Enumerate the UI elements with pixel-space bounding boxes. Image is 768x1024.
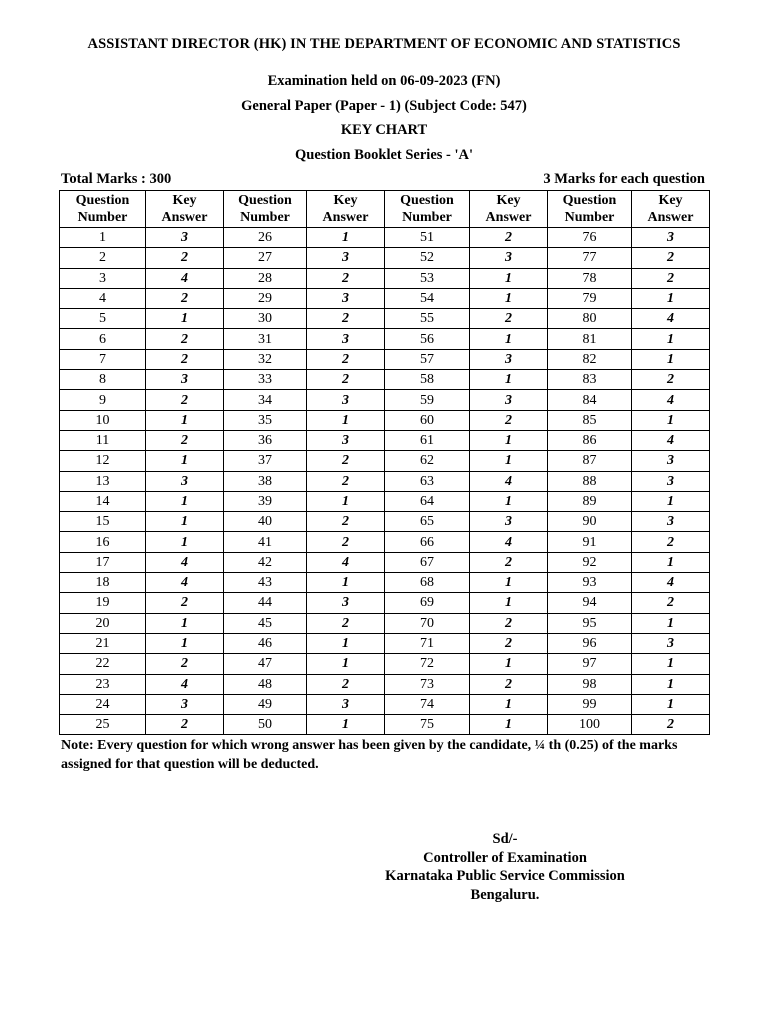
key-answer-cell: 1 [307,573,385,593]
table-header-row [60,191,710,228]
question-number-cell: 11 [60,430,146,450]
question-number-cell: 5 [60,309,146,329]
header-text: Question [562,193,617,208]
question-number-cell: 51 [385,228,470,248]
question-number-cell: 34 [224,390,307,410]
key-answer-cell: 4 [146,552,224,572]
question-number-cell: 89 [548,491,632,511]
key-answer-cell: 1 [632,349,710,369]
signature-place: Bengaluru. [470,886,540,903]
header-question-number [224,191,307,228]
question-number-cell: 24 [60,694,146,714]
header-text: Number [77,210,128,225]
key-answer-cell: 2 [146,329,224,349]
header-question-number [548,191,632,228]
signature-designation: Controller of Examination [423,849,587,866]
question-number-cell: 48 [224,674,307,694]
table-row [60,268,710,288]
key-answer-cell: 3 [632,512,710,532]
deduction-note: Note: Every question for which wrong answer has been given by the candidate, ¼ th (0.25) of the marks assigned for that question will be deducted. [61,738,678,772]
key-answer-cell: 1 [470,268,548,288]
question-number-cell: 94 [548,593,632,613]
question-number-cell: 99 [548,694,632,714]
question-number-cell: 27 [224,248,307,268]
key-answer-cell: 1 [470,491,548,511]
question-number-cell: 15 [60,512,146,532]
key-answer-cell: 1 [307,228,385,248]
question-number-cell: 67 [385,552,470,572]
header-key-answer [470,191,548,228]
booklet-series-line: Question Booklet Series - 'A' [294,147,474,163]
key-answer-cell: 1 [470,573,548,593]
signature-block [330,830,680,904]
key-answer-cell: 4 [146,268,224,288]
key-answer-cell: 1 [470,329,548,349]
question-number-cell: 38 [224,471,307,491]
key-answer-cell: 2 [307,674,385,694]
question-number-cell: 74 [385,694,470,714]
question-number-cell: 21 [60,633,146,653]
key-answer-cell: 2 [470,552,548,572]
header-question-number [60,191,146,228]
question-number-cell: 64 [385,491,470,511]
key-answer-cell: 3 [632,228,710,248]
key-answer-cell: 2 [632,268,710,288]
question-number-cell: 45 [224,613,307,633]
key-answer-cell: 1 [470,654,548,674]
question-number-cell: 63 [385,471,470,491]
question-number-cell: 65 [385,512,470,532]
key-answer-cell: 2 [470,228,548,248]
question-number-cell: 58 [385,370,470,390]
header-text: Number [402,210,452,225]
key-answer-cell: 2 [146,288,224,308]
key-answer-cell: 1 [307,491,385,511]
key-answer-cell: 2 [146,390,224,410]
table-row [60,552,710,572]
total-marks: Total Marks : 300 [61,171,172,187]
question-number-cell: 50 [224,715,307,735]
header-text: Answer [485,210,532,225]
table-row [60,613,710,633]
question-number-cell: 19 [60,593,146,613]
question-number-cell: 80 [548,309,632,329]
question-number-cell: 4 [60,288,146,308]
key-answer-cell: 3 [470,349,548,369]
question-number-cell: 96 [548,633,632,653]
question-number-cell: 83 [548,370,632,390]
key-answer-cell: 2 [307,451,385,471]
key-answer-cell: 4 [470,532,548,552]
key-answer-cell: 3 [307,329,385,349]
table-row [60,228,710,248]
signature-org: Karnataka Public Service Commission [385,868,625,884]
key-answer-cell: 3 [632,451,710,471]
table-row [60,512,710,532]
question-number-cell: 36 [224,430,307,450]
question-number-cell: 17 [60,552,146,572]
question-number-cell: 30 [224,309,307,329]
key-answer-cell: 2 [307,309,385,329]
key-answer-cell: 4 [470,471,548,491]
table-row [60,633,710,653]
question-number-cell: 23 [60,674,146,694]
table-row [60,654,710,674]
question-number-cell: 78 [548,268,632,288]
question-number-cell: 46 [224,633,307,653]
key-answer-cell: 2 [146,654,224,674]
key-answer-cell: 1 [470,715,548,735]
key-answer-cell: 1 [470,593,548,613]
key-answer-cell: 1 [146,491,224,511]
question-number-cell: 98 [548,674,632,694]
question-number-cell: 10 [60,410,146,430]
question-number-cell: 18 [60,573,146,593]
question-number-cell: 43 [224,573,307,593]
key-answer-cell: 1 [632,694,710,714]
header-key-answer [307,191,385,228]
marks-per-question: 3 Marks for each question [543,171,705,187]
question-number-cell: 39 [224,491,307,511]
key-answer-cell: 4 [632,573,710,593]
key-answer-cell: 2 [470,674,548,694]
header-text: Key [172,193,197,208]
key-answer-cell: 3 [146,471,224,491]
question-number-cell: 60 [385,410,470,430]
question-number-cell: 32 [224,349,307,369]
question-number-cell: 91 [548,532,632,552]
question-number-cell: 95 [548,613,632,633]
question-number-cell: 16 [60,532,146,552]
key-answer-cell: 2 [307,471,385,491]
key-answer-cell: 1 [146,633,224,653]
key-answer-cell: 2 [632,370,710,390]
question-number-cell: 14 [60,491,146,511]
question-number-cell: 52 [385,248,470,268]
key-answer-cell: 1 [307,633,385,653]
key-answer-table [59,190,710,735]
question-number-cell: 70 [385,613,470,633]
key-answer-cell: 3 [307,593,385,613]
paper-line: General Paper (Paper - 1) (Subject Code: 547) [241,98,527,114]
key-answer-cell: 2 [146,593,224,613]
question-number-cell: 42 [224,552,307,572]
table-row [60,370,710,390]
question-number-cell: 72 [385,654,470,674]
header-text: Key [658,193,683,208]
question-number-cell: 47 [224,654,307,674]
key-answer-cell: 2 [632,593,710,613]
question-number-cell: 77 [548,248,632,268]
question-number-cell: 40 [224,512,307,532]
key-answer-cell: 1 [632,329,710,349]
key-answer-cell: 3 [307,430,385,450]
key-answer-cell: 2 [146,715,224,735]
question-number-cell: 2 [60,248,146,268]
question-number-cell: 76 [548,228,632,248]
table-row [60,410,710,430]
key-answer-cell: 4 [307,552,385,572]
table-row [60,471,710,491]
question-number-cell: 12 [60,451,146,471]
question-number-cell: 55 [385,309,470,329]
header-text: Answer [161,210,208,225]
key-answer-cell: 1 [632,613,710,633]
table-row [60,329,710,349]
key-answer-cell: 3 [146,228,224,248]
header-text: Question [75,193,130,208]
question-number-cell: 25 [60,715,146,735]
key-answer-cell: 3 [470,512,548,532]
key-answer-cell: 2 [146,430,224,450]
header-key-answer [146,191,224,228]
question-number-cell: 20 [60,613,146,633]
key-answer-cell: 1 [632,491,710,511]
question-number-cell: 28 [224,268,307,288]
header-text: Question [238,193,292,208]
key-answer-cell: 1 [632,674,710,694]
header-text: Key [333,193,358,208]
question-number-cell: 13 [60,471,146,491]
question-number-cell: 56 [385,329,470,349]
key-answer-cell: 2 [146,248,224,268]
header-text: Key [496,193,521,208]
key-answer-cell: 2 [307,532,385,552]
header-text: Number [240,210,290,225]
question-number-cell: 44 [224,593,307,613]
table-row [60,309,710,329]
table-row [60,451,710,471]
table-row [60,573,710,593]
key-answer-cell: 1 [632,410,710,430]
table-row [60,491,710,511]
key-answer-cell: 1 [470,370,548,390]
key-answer-cell: 2 [470,410,548,430]
key-answer-cell: 3 [470,248,548,268]
question-number-cell: 29 [224,288,307,308]
question-number-cell: 59 [385,390,470,410]
key-answer-cell: 2 [470,613,548,633]
key-answer-cell: 2 [632,715,710,735]
table-row [60,248,710,268]
question-number-cell: 75 [385,715,470,735]
header-text: Answer [322,210,369,225]
key-answer-cell: 1 [632,288,710,308]
document-title: ASSISTANT DIRECTOR (HK) IN THE DEPARTMENT OF ECONOMIC AND STATISTICS [87,36,681,52]
question-number-cell: 6 [60,329,146,349]
header-text: Answer [647,210,694,225]
table-row [60,532,710,552]
key-answer-cell: 1 [470,430,548,450]
question-number-cell: 79 [548,288,632,308]
key-answer-cell: 1 [632,654,710,674]
key-answer-cell: 3 [632,471,710,491]
key-answer-cell: 3 [307,248,385,268]
question-number-cell: 26 [224,228,307,248]
key-answer-cell: 1 [307,654,385,674]
question-number-cell: 54 [385,288,470,308]
key-answer-cell: 1 [470,694,548,714]
key-answer-cell: 3 [307,390,385,410]
question-number-cell: 1 [60,228,146,248]
question-number-cell: 73 [385,674,470,694]
key-answer-cell: 2 [470,309,548,329]
header-text: Question [400,193,454,208]
key-answer-cell: 4 [632,430,710,450]
key-answer-cell: 1 [470,451,548,471]
key-chart-title: KEY CHART [340,122,428,138]
key-answer-cell: 2 [632,532,710,552]
question-number-cell: 37 [224,451,307,471]
key-answer-cell: 3 [307,694,385,714]
question-number-cell: 7 [60,349,146,369]
question-number-cell: 69 [385,593,470,613]
table-row [60,430,710,450]
question-number-cell: 71 [385,633,470,653]
question-number-cell: 85 [548,410,632,430]
question-number-cell: 61 [385,430,470,450]
question-number-cell: 33 [224,370,307,390]
table-row [60,715,710,735]
key-answer-cell: 1 [307,715,385,735]
key-answer-cell: 4 [146,674,224,694]
key-answer-cell: 2 [470,633,548,653]
question-number-cell: 93 [548,573,632,593]
question-number-cell: 88 [548,471,632,491]
question-number-cell: 9 [60,390,146,410]
question-number-cell: 35 [224,410,307,430]
key-answer-cell: 1 [146,613,224,633]
key-answer-cell: 1 [632,552,710,572]
question-number-cell: 97 [548,654,632,674]
key-answer-cell: 1 [146,532,224,552]
question-number-cell: 22 [60,654,146,674]
key-answer-cell: 3 [146,694,224,714]
question-number-cell: 3 [60,268,146,288]
key-answer-cell: 3 [470,390,548,410]
key-answer-cell: 1 [146,309,224,329]
key-answer-cell: 4 [146,573,224,593]
question-number-cell: 86 [548,430,632,450]
question-number-cell: 81 [548,329,632,349]
question-number-cell: 82 [548,349,632,369]
header-text: Number [564,210,615,225]
question-number-cell: 90 [548,512,632,532]
question-number-cell: 68 [385,573,470,593]
table-row [60,694,710,714]
question-number-cell: 87 [548,451,632,471]
key-answer-cell: 1 [470,288,548,308]
table-row [60,349,710,369]
question-number-cell: 57 [385,349,470,369]
question-number-cell: 92 [548,552,632,572]
key-answer-cell: 2 [307,370,385,390]
key-answer-cell: 3 [632,633,710,653]
question-number-cell: 84 [548,390,632,410]
table-body [60,228,710,735]
key-answer-cell: 1 [146,410,224,430]
key-answer-cell: 4 [632,309,710,329]
key-answer-cell: 3 [307,288,385,308]
question-number-cell: 31 [224,329,307,349]
table-row [60,674,710,694]
key-answer-cell: 1 [307,410,385,430]
exam-date-line: Examination held on 06-09-2023 (FN) [267,73,501,89]
key-answer-cell: 2 [307,349,385,369]
question-number-cell: 8 [60,370,146,390]
key-answer-cell: 2 [146,349,224,369]
question-number-cell: 100 [548,715,632,735]
key-answer-cell: 2 [307,512,385,532]
key-answer-cell: 2 [307,613,385,633]
question-number-cell: 62 [385,451,470,471]
question-number-cell: 49 [224,694,307,714]
question-number-cell: 66 [385,532,470,552]
header-key-answer [632,191,710,228]
table-row [60,593,710,613]
signature-sd: Sd/- [492,831,518,847]
table-row [60,390,710,410]
key-answer-cell: 4 [632,390,710,410]
key-answer-cell: 2 [307,268,385,288]
header-question-number [385,191,470,228]
key-answer-cell: 3 [146,370,224,390]
question-number-cell: 41 [224,532,307,552]
question-number-cell: 53 [385,268,470,288]
key-answer-cell: 2 [632,248,710,268]
table-row [60,288,710,308]
key-answer-cell: 1 [146,512,224,532]
key-answer-cell: 1 [146,451,224,471]
